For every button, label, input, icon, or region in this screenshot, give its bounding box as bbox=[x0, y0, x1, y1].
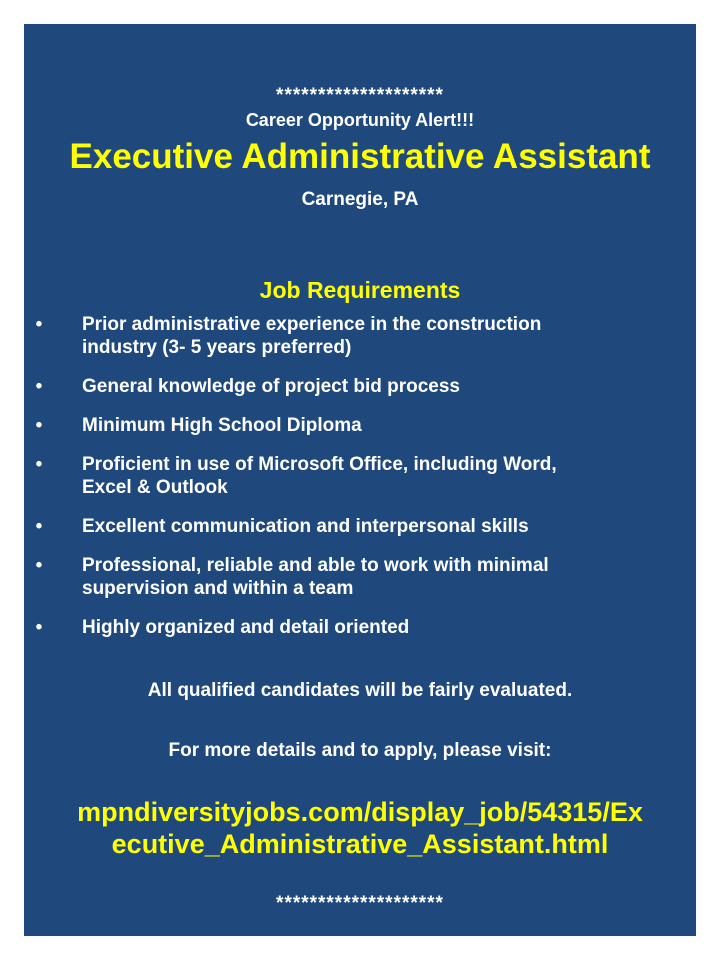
apply-instructions: For more details and to apply, please visit: bbox=[168, 740, 552, 761]
requirement-item bbox=[24, 453, 696, 499]
requirement-item bbox=[24, 313, 696, 359]
bullet-icon: • bbox=[35, 314, 43, 335]
bullet-icon: • bbox=[35, 376, 43, 397]
requirement-line: Professional, reliable and able to work with minimal bbox=[82, 555, 549, 576]
evaluation-note: All qualified candidates will be fairly evaluated. bbox=[147, 680, 573, 701]
requirement-line: Excellent communication and interpersonal skills bbox=[82, 516, 529, 537]
career-alert-text: Career Opportunity Alert!!! bbox=[245, 110, 475, 130]
bullet-icon: • bbox=[35, 516, 43, 537]
requirement-item bbox=[24, 515, 696, 538]
apply-url-line: mpndiversityjobs.com/display_job/54315/Ex bbox=[77, 797, 643, 827]
requirement-line: Highly organized and detail oriented bbox=[82, 617, 410, 638]
stars-divider-top: ******************** bbox=[276, 85, 444, 106]
bullet-icon: • bbox=[35, 617, 43, 638]
apply-url bbox=[24, 796, 696, 860]
job-title: Executive Administrative Assistant bbox=[69, 137, 651, 176]
bullet-icon: • bbox=[35, 555, 43, 576]
requirement-item bbox=[24, 616, 696, 639]
bullet-icon: • bbox=[35, 415, 43, 436]
requirement-item bbox=[24, 554, 696, 600]
requirement-line: General knowledge of project bid process bbox=[82, 376, 460, 397]
requirement-line: Minimum High School Diploma bbox=[82, 415, 362, 436]
requirements-list bbox=[24, 313, 696, 655]
bullet-icon: • bbox=[35, 454, 43, 475]
requirements-heading: Job Requirements bbox=[259, 277, 461, 303]
requirement-line: supervision and within a team bbox=[82, 578, 354, 599]
apply-url-line: ecutive_Administrative_Assistant.html bbox=[111, 829, 609, 859]
requirement-line: Proficient in use of Microsoft Office, including Word, bbox=[82, 454, 557, 475]
requirement-line: Excel & Outlook bbox=[82, 477, 228, 498]
requirement-item bbox=[24, 414, 696, 437]
requirement-line: industry (3- 5 years preferred) bbox=[82, 337, 352, 358]
job-poster bbox=[24, 24, 696, 936]
requirement-line: Prior administrative experience in the construction bbox=[82, 314, 542, 335]
stars-divider-bottom: ******************** bbox=[276, 893, 444, 914]
job-location: Carnegie, PA bbox=[301, 189, 419, 210]
requirement-item bbox=[24, 375, 696, 398]
